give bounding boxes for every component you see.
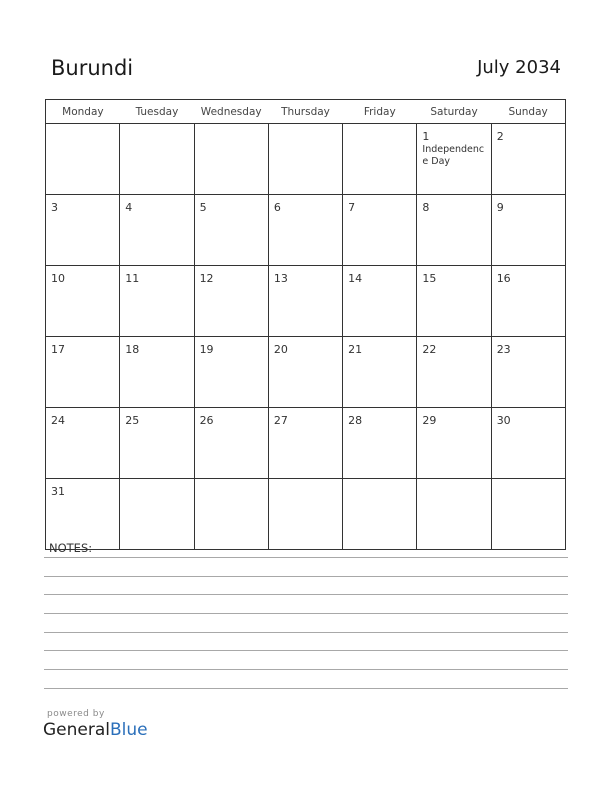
day-number: 2 [496,130,504,143]
day-number: 26 [199,414,214,427]
weekday-header: Tuesday [120,100,194,124]
day-number: 27 [273,414,288,427]
day-number: 24 [51,414,65,427]
calendar-day-cell [46,266,120,337]
day-number: 5 [199,201,207,214]
calendar-day-cell [46,124,120,195]
day-number: 29 [422,414,437,427]
day-number: 10 [51,272,65,285]
day-number: 22 [422,343,437,356]
logo-general-text: General [43,720,110,740]
calendar-day-cell [343,337,417,408]
calendar-grid [45,99,566,550]
calendar-day-cell [194,479,268,550]
logo-blue-text: Blue [110,720,148,740]
calendar-day-cell [120,124,194,195]
calendar-week-row [46,195,566,266]
calendar-week-row [46,266,566,337]
day-number: 25 [125,414,140,427]
calendar-day-cell [46,337,120,408]
notes-line [44,576,568,577]
weekday-header: Sunday [491,100,565,124]
calendar-day-cell [46,479,120,550]
day-number: 13 [273,272,288,285]
calendar-day-cell [120,337,194,408]
day-number: 20 [273,343,288,356]
notes-line [44,613,568,614]
calendar-day-cell [194,124,268,195]
calendar-country-title: Burundi [51,56,134,80]
calendar-day-cell [343,124,417,195]
weekday-header-row [46,100,566,124]
calendar-day-cell [343,266,417,337]
powered-by-text: powered by [47,709,105,719]
calendar-day-cell [46,408,120,479]
day-number: 8 [422,201,430,214]
calendar-day-cell [343,408,417,479]
day-number: 14 [348,272,363,285]
generalblue-logo [43,720,148,740]
weekday-header: Monday [46,100,120,124]
calendar-day-cell [491,479,565,550]
calendar-day-cell [491,408,565,479]
day-number: 17 [51,343,65,356]
day-number: 31 [51,485,65,498]
calendar-day-cell [194,266,268,337]
calendar-day-cell [120,266,194,337]
calendar-week-row [46,124,566,195]
notes-line [44,650,568,651]
calendar-week-row [46,408,566,479]
calendar-day-cell [194,195,268,266]
weekday-header: Thursday [268,100,342,124]
calendar-day-cell [491,195,565,266]
calendar-day-cell [343,195,417,266]
calendar-day-cell [194,337,268,408]
calendar-day-cell [491,124,565,195]
notes-line [44,557,568,558]
day-number: 1 [422,130,430,143]
day-number: 12 [199,272,214,285]
calendar-day-cell [268,124,342,195]
calendar-day-cell [417,124,491,195]
day-number: 19 [199,343,214,356]
day-number: 18 [125,343,140,356]
notes-line [44,669,568,670]
day-number: 23 [496,343,511,356]
day-number: 30 [496,414,511,427]
calendar-day-cell [194,408,268,479]
calendar-day-cell [268,266,342,337]
day-number: 6 [273,201,281,214]
weekday-header: Friday [343,100,417,124]
calendar-month-title: July 2034 [477,57,561,78]
notes-line [44,632,568,633]
calendar-day-cell [417,195,491,266]
calendar-day-cell [491,337,565,408]
day-number: 11 [125,272,140,285]
notes-label: NOTES: [49,541,93,555]
calendar-day-cell [268,479,342,550]
calendar-day-cell [417,479,491,550]
weekday-header: Saturday [417,100,491,124]
day-number: 4 [125,201,133,214]
calendar-day-cell [268,408,342,479]
day-number: 9 [496,201,504,214]
notes-line [44,594,568,595]
day-number: 15 [422,272,437,285]
calendar-day-cell [417,408,491,479]
day-number: 3 [51,201,58,214]
day-number: 16 [496,272,511,285]
calendar-week-row [46,337,566,408]
calendar-day-cell [120,195,194,266]
notes-line [44,688,568,689]
weekday-header: Wednesday [194,100,268,124]
day-number: 21 [348,343,363,356]
calendar-day-cell [120,479,194,550]
calendar-day-cell [417,337,491,408]
calendar-day-cell [268,195,342,266]
day-number: 7 [348,201,356,214]
calendar-day-cell [120,408,194,479]
calendar-day-cell [343,479,417,550]
calendar-week-row [46,479,566,550]
calendar-day-cell [491,266,565,337]
calendar-day-cell [268,337,342,408]
day-number: 28 [348,414,363,427]
calendar-day-cell [417,266,491,337]
calendar-day-cell [46,195,120,266]
holiday-label: Independence Day [422,144,485,167]
